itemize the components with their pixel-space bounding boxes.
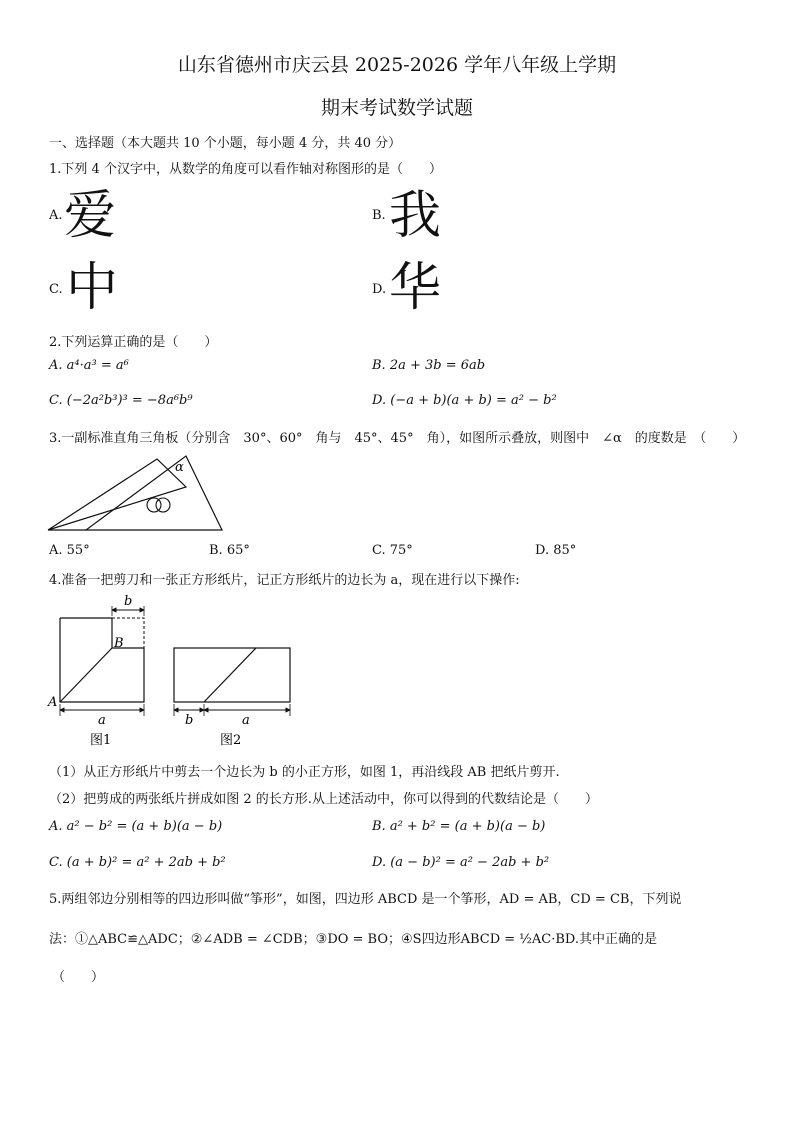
q4-fig1-A-label: A xyxy=(48,695,58,710)
q2-stem: 2.下列运算正确的是（ ） xyxy=(49,335,218,350)
q4-option-c: C. (a + b)² = a² + 2ab + b² xyxy=(49,855,226,870)
q4-fig1-B-label: B xyxy=(114,636,124,651)
q2-option-b: B. 2a + 3b = 6ab xyxy=(372,358,486,373)
q4-fig1-b-label: b xyxy=(124,594,133,609)
q1-option-a-label: A. xyxy=(49,208,63,223)
q3-triangle-45-45 xyxy=(86,456,222,530)
q2-option-c: C. (−2a²b³)³ = −8a⁶b⁹ xyxy=(49,393,193,408)
q3-ring-left xyxy=(147,498,161,512)
q4-option-b: B. a² + b² = (a + b)(a − b) xyxy=(372,819,546,834)
q3-ring-right xyxy=(156,498,170,512)
q3-triangle-30-60 xyxy=(48,459,186,530)
q3-triangles-figure xyxy=(40,452,240,538)
q5-statements: 法：①△ABC≌△ADC；②∠ADB = ∠CDB；③DO = BO；④S四边形ABCD = ½AC·BD.其中正确的是 xyxy=(49,932,657,947)
q2-option-d: D. (−a + b)(a + b) = a² − b² xyxy=(372,393,557,408)
q1-option-d-label: D. xyxy=(372,282,387,297)
q5-answer-blank: （ ） xyxy=(52,970,105,985)
q3-alpha-label: α xyxy=(175,460,184,475)
q3-option-c: C. 75° xyxy=(372,543,413,558)
q1-stem: 1.下列 4 个汉字中，从数学的角度可以看作轴对称图形的是（ ） xyxy=(49,162,442,177)
q4-fig1-a-label: a xyxy=(98,713,106,728)
title-line2: 期末考试数学试题 xyxy=(320,97,473,119)
q1-option-a-char: 爱 xyxy=(64,186,117,246)
q4-figure1 xyxy=(47,594,144,748)
q4-figures xyxy=(44,592,304,752)
q1-option-b-char: 我 xyxy=(389,186,442,246)
q4-option-a: A. a² − b² = (a + b)(a − b) xyxy=(49,819,223,834)
q4-step2: （2）把剪成的两张纸片拼成如图 2 的长方形.从上述活动中，你可以得到的代数结论是（ ） xyxy=(49,792,598,807)
q5-stem: 5.两组邻边分别相等的四边形叫做“筝形”，如图，四边形 ABCD 是一个筝形，AD = AB，CD = CB，下列说 xyxy=(49,892,682,907)
q3-stem: 3.一副标准直角三角板（分别含 30°、60° 角与 45°、45° 角），如图所示叠放，则图中 ∠α 的度数是 （ ） xyxy=(49,431,746,446)
q1-option-c-char: 中 xyxy=(66,258,119,318)
q1-option-d-char: 华 xyxy=(389,258,442,318)
section-heading: 一、选择题（本大题共 10 个小题，每小题 4 分，共 40 分） xyxy=(49,136,402,151)
q3-option-a: A. 55° xyxy=(49,543,90,558)
q4-step1: （1）从正方形纸片中剪去一个边长为 b 的小正方形，如图 1，再沿线段 AB 把纸片剪开. xyxy=(49,765,560,780)
title-line1: 山东省德州市庆云县 2025-2026 学年八年级上学期 xyxy=(177,54,617,76)
q3-option-b: B. 65° xyxy=(209,543,250,558)
q4-option-d: D. (a − b)² = a² − 2ab + b² xyxy=(372,855,550,870)
q1-option-c-label: C. xyxy=(49,282,63,297)
q4-stem: 4.准备一把剪刀和一张正方形纸片，记正方形纸片的边长为 a，现在进行以下操作: xyxy=(49,573,520,588)
q4-fig2-a-label: a xyxy=(242,713,250,728)
q2-option-a: A. a⁴·a³ = a⁶ xyxy=(49,358,129,373)
q4-figure2 xyxy=(174,648,290,748)
q1-option-b-label: B. xyxy=(372,208,386,223)
q4-fig1-caption: 图1 xyxy=(90,733,112,748)
q4-fig2-caption: 图2 xyxy=(220,733,242,748)
q4-fig2-b-label: b xyxy=(185,713,194,728)
q3-option-d: D. 85° xyxy=(535,543,577,558)
